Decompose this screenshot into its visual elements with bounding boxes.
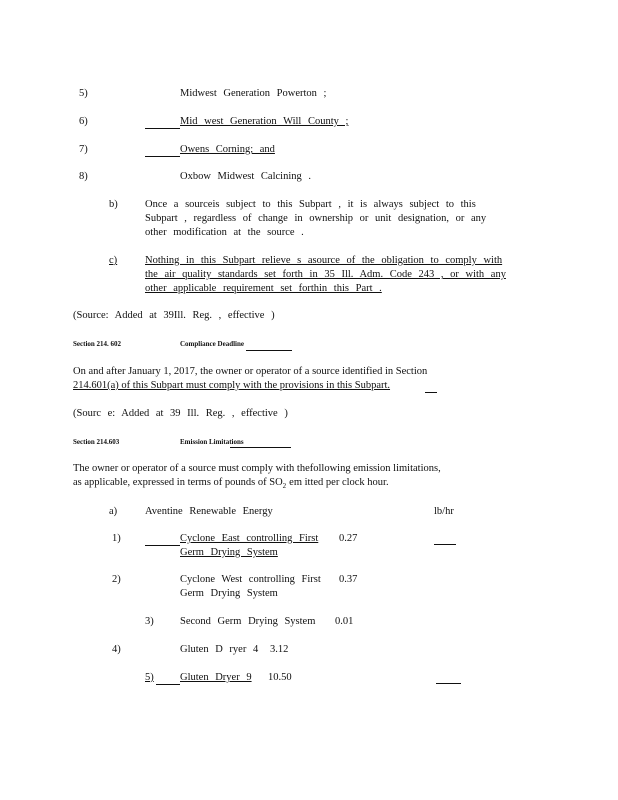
blank-rule	[434, 544, 456, 545]
emission-value: 3.12	[270, 644, 289, 655]
insert-rule	[145, 128, 180, 129]
list-item-7: Owens Corning; and	[180, 144, 275, 155]
source-note: (Sourc e: Added at 39 Ill. Reg. , effective )	[73, 408, 288, 419]
emission-num: 1)	[112, 533, 121, 544]
section-number: Section 214. 602	[73, 340, 122, 348]
section-title: Emission Limitations	[180, 438, 244, 446]
item-b-label: b)	[109, 199, 118, 210]
list-num-5: 5)	[79, 88, 88, 99]
item-c-line: other applicable requirement set forthin this Part .	[145, 283, 382, 294]
section-title-rule	[246, 350, 292, 351]
source-note: (Source: Added at 39Ill. Reg. , effective )	[73, 310, 275, 321]
section-title-rule	[230, 447, 291, 448]
item-b-line: other modification at the source .	[145, 227, 304, 238]
paragraph-line: On and after January 1, 2017, the owner or operator of a source identified in Section	[73, 366, 428, 377]
facility-label: a)	[109, 506, 118, 517]
emission-value: 0.01	[335, 616, 354, 627]
section-title: Compliance Deadline	[180, 340, 244, 348]
list-item-6: Mid west Generation Will County ;	[180, 116, 349, 127]
paragraph-line-with-subscript: as applicable, expressed in terms of pounds of $SO_2$ em itted per clock hour.	[73, 477, 389, 491]
item-c-label: c)	[109, 255, 118, 266]
emission-unit-name: Cyclone West controlling First	[180, 574, 321, 585]
emission-num: 3)	[145, 616, 154, 627]
facility-name: Aventine Renewable Energy	[145, 506, 273, 517]
list-item-5: Midwest Generation Powerton ;	[180, 88, 327, 99]
emission-unit-name: Gluten Dryer 9	[180, 672, 252, 683]
paragraph-line: The owner or operator of a source must comply with thefollowing emission limitations,	[73, 463, 441, 474]
insert-rule	[156, 684, 180, 685]
emission-unit-name: Gluten D ryer 4	[180, 644, 259, 655]
unit-label: lb/hr	[434, 506, 454, 517]
emission-value: 10.50	[268, 672, 292, 683]
section-number: Section 214.603	[73, 438, 120, 446]
so2-subscript: 2	[282, 482, 287, 491]
insert-rule	[145, 156, 180, 157]
item-c-line: Nothing in this Subpart relieve s asource of the obligation to comply with	[145, 255, 503, 266]
item-b-line: Subpart , regardless of change in ownership or unit designation, or any	[145, 213, 487, 224]
item-b-line: Once a sourceis subject to this Subpart , it is always subject to this	[145, 199, 476, 210]
insert-rule	[145, 545, 180, 546]
emission-unit-name: Germ Drying System	[180, 547, 278, 558]
emission-value: 0.37	[339, 574, 358, 585]
emission-unit-name: Second Germ Drying System	[180, 616, 316, 627]
list-num-8: 8)	[79, 171, 88, 182]
emission-value: 0.27	[339, 533, 358, 544]
list-num-7: 7)	[79, 144, 88, 155]
list-item-8: Oxbow Midwest Calcining .	[180, 171, 311, 182]
insert-rule	[425, 392, 437, 393]
emission-unit-name: Cyclone East controlling First	[180, 533, 319, 544]
list-num-6: 6)	[79, 116, 88, 127]
blank-rule	[436, 683, 461, 684]
paragraph-line: 214.601(a) of this Subpart must comply with the provisions in this Subpart.	[73, 380, 391, 391]
emission-num: 5)	[145, 672, 154, 683]
emission-unit-name: Germ Drying System	[180, 588, 278, 599]
emission-num: 4)	[112, 644, 121, 655]
emission-num: 2)	[112, 574, 121, 585]
item-c-line: the air quality standards set forth in 35 Ill. Adm. Code 243 , or with any	[145, 269, 506, 280]
